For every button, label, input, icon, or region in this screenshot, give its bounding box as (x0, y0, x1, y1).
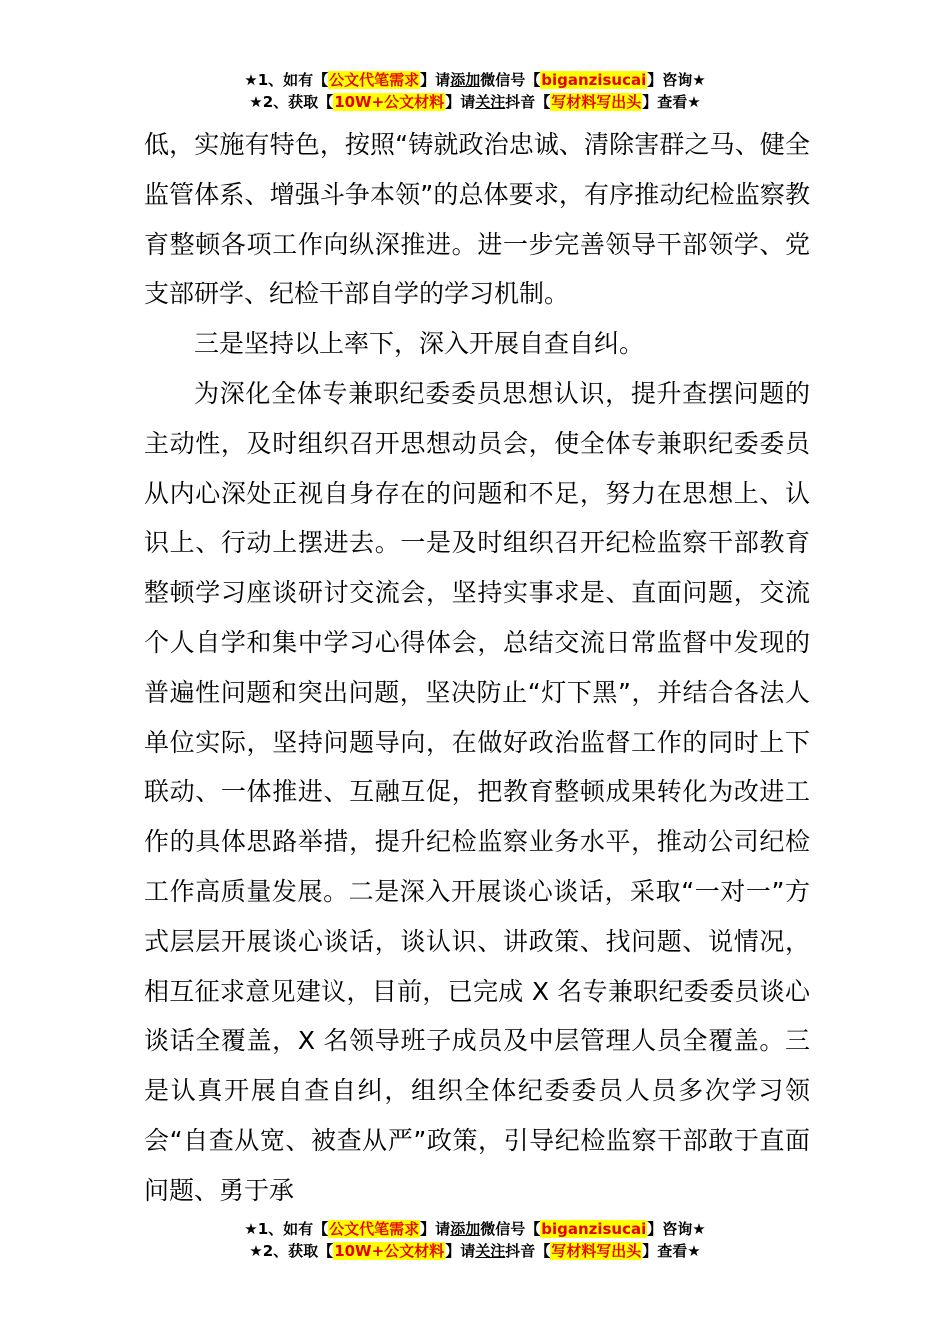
highlight-douyin-account: 写材料写出头 (551, 1242, 642, 1260)
highlight-wechat-id: biganzisucai (541, 1220, 647, 1238)
promo-banner-bottom (0, 1218, 950, 1262)
document-body (144, 120, 810, 1216)
promo-line-1: ★1、如有【公文代笔需求】请添加微信号【biganzisucai】咨询★ (244, 71, 706, 89)
paragraph-main: 为深化全体专兼职纪委委员思想认识，提升查摆问题的主动性，及时组织召开思想动员会，使全体专兼职纪委委员从内心深处正视自身存在的问题和不足，努力在思想上、认识上、行动上摆进去。一是及时组织召开纪检监察干部教育整顿学习座谈研讨交流会，坚持实事求是、直面问题，交流个人自学和集中学习心得体会，总结交流日常监督中发现的普遍性问题和突出问题，坚决防止“灯下黑”，并结合各法人单位实际，坚持问题导向，在做好政治监督工作的同时上下联动、一体推进、互融互促，把教育整顿成果转化为改进工作的具体思路举措，提升纪检监察业务水平，推动公司纪检工作高质量发展。二是深入开展谈心谈话，采取“一对一”方式层层开展谈心谈话，谈认识、讲政策、找问题、说情况，相互征求意见建议，目前，已完成 X 名专兼职纪委委员谈心谈话全覆盖，X 名领导班子成员及中层管理人员全覆盖。三是认真开展自查自纠，组织全体纪委委员人员多次学习领会“自查从宽、被查从严”政策，引导纪检监察干部敢于直面问题、勇于承 (144, 378, 810, 1205)
highlight-wechat-id: biganzisucai (541, 71, 647, 89)
promo-banner-top (0, 69, 950, 113)
highlight-service: 公文代笔需求 (329, 71, 420, 89)
promo-line-2: ★2、获取【10W+公文材料】请关注抖音【写材料写出头】查看★ (249, 1242, 701, 1260)
highlight-materials: 10W+公文材料 (334, 1242, 445, 1260)
highlight-service: 公文代笔需求 (329, 1220, 420, 1238)
highlight-douyin-account: 写材料写出头 (551, 93, 642, 111)
section-heading: 三是坚持以上率下，深入开展自查自纠。 (194, 329, 645, 359)
paragraph-continuation: 低，实施有特色，按照“铸就政治忠诚、清除害群之马、健全监管体系、增强斗争本领”的总体要求，有序推动纪检监察教育整顿各项工作向纵深推进。进一步完善领导干部领学、党支部研学、纪检干部自学的学习机制。 (144, 130, 810, 309)
promo-line-1: ★1、如有【公文代笔需求】请添加微信号【biganzisucai】咨询★ (244, 1220, 706, 1238)
highlight-materials: 10W+公文材料 (334, 93, 445, 111)
promo-line-2: ★2、获取【10W+公文材料】请关注抖音【写材料写出头】查看★ (249, 93, 701, 111)
